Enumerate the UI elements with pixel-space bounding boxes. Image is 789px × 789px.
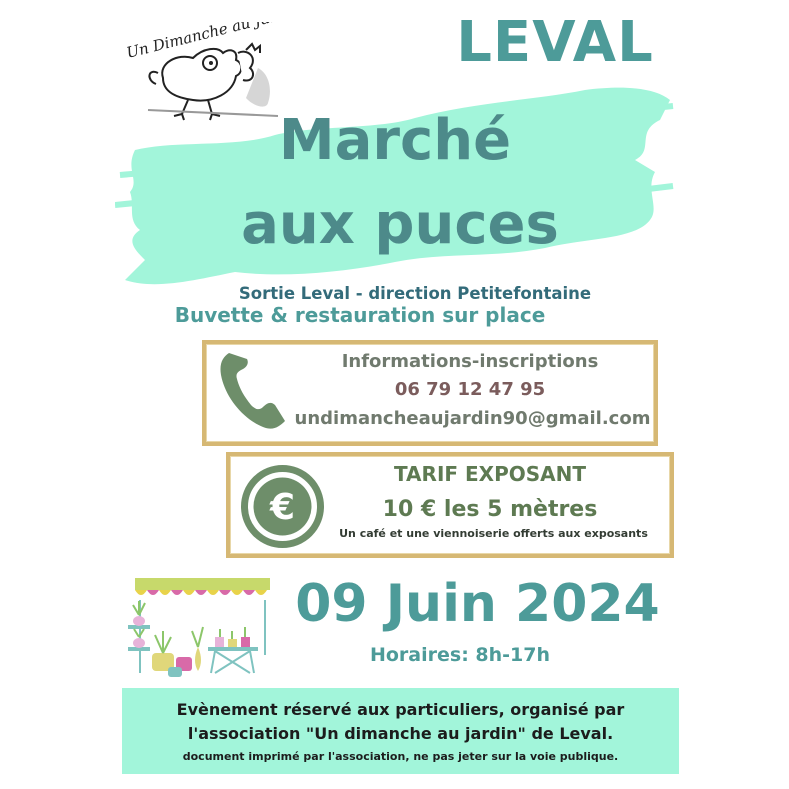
footer-line-2: l'association "Un dimanche au jardin" de Leval.	[187, 724, 614, 743]
market-stall-illustration	[120, 575, 285, 680]
logo-text	[122, 22, 292, 72]
euro-icon	[240, 464, 325, 549]
title-line-1: Marché	[278, 108, 512, 173]
info-title: Informations-inscriptions	[341, 351, 599, 372]
logo-text-graphic	[122, 22, 292, 72]
info-email[interactable]: undimancheaujardin90@gmail.com	[294, 408, 651, 429]
tarif-note: Un café et une viennoiserie offerts aux exposants	[339, 527, 648, 540]
footer-line-3: document imprimé par l'association, ne pas jeter sur la voie publique.	[182, 750, 619, 763]
title-line-2: aux puces	[241, 192, 559, 257]
logo-text-label: Un Dimanche au Jardin	[124, 22, 292, 62]
event-date: 09 Juin 2024	[295, 574, 660, 634]
footer-line-1: Evènement réservé aux particuliers, organisé par	[176, 700, 625, 719]
tarif-price: 10 € les 5 mètres	[382, 497, 598, 522]
info-phone[interactable]: 06 79 12 47 95	[394, 379, 546, 400]
event-hours: Horaires: 8h-17h	[369, 644, 551, 666]
phone-icon	[215, 347, 290, 432]
tarif-title: TARIF EXPOSANT	[393, 462, 587, 486]
town-name: LEVAL	[456, 10, 654, 75]
buvette-text: Buvette & restauration sur place	[174, 303, 546, 327]
directions-text: Sortie Leval - direction Petitefontaine	[238, 284, 592, 303]
svg-text:€: €	[269, 487, 296, 528]
